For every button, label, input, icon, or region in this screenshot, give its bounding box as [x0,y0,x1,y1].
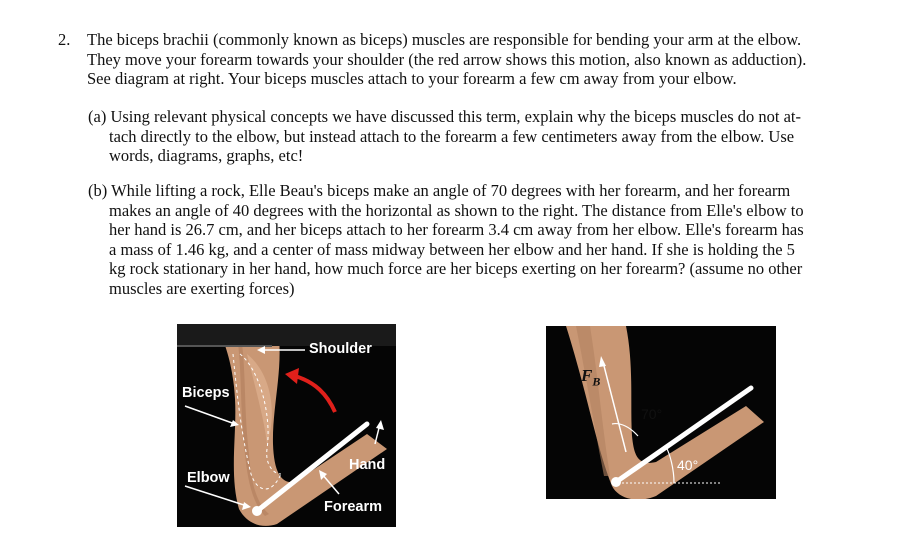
part-a-text [88,107,801,166]
arm-anatomy-figure [177,324,396,527]
rotation-arrowhead [285,368,299,384]
question-number: 2. [58,30,71,49]
hand-label: Hand [349,457,386,473]
part-b-text [88,181,804,298]
biceps-label: Biceps [182,385,230,401]
part-b-line: a mass of 1.46 kg, and a center of mass midway between her elbow and her hand. If she is holding the 5 [109,239,795,259]
part-a-line: (a) Using relevant physical concepts we have discussed this term, explain why the biceps muscles do not at- [88,107,801,126]
part-b-line: kg rock stationary in her hand, how much force are her biceps exerting on her forearm? (assume no other [109,259,803,278]
part-a-line: words, diagrams, graphs, etc! [109,146,304,165]
part-b-line: muscles are exerting forces) [109,278,295,298]
elbow-label: Elbow [187,470,230,486]
part-b-line: (b) While lifting a rock, Elle Beau's biceps make an angle of 70 degrees with her forearm, and her forearm [88,181,791,200]
part-b-line: makes an angle of 40 degrees with the horizontal as shown to the right. The distance from Elle's elbow to [109,200,804,220]
force-diagram-figure [546,326,776,499]
biceps-angle-label: 70° [641,406,663,422]
shoulder-label: Shoulder [309,341,372,357]
force-symbol: F [581,366,593,385]
forearm-label: Forearm [324,499,383,515]
horizontal-angle-label: 40° [677,457,699,473]
elbow-dot [611,477,621,487]
intro-line: The biceps brachii (commonly known as biceps) muscles are responsible for bending your arm at the elbow. [87,30,802,49]
elbow-dot [252,506,262,516]
part-b-line: her hand is 26.7 cm, and her biceps attach to her forearm 3.4 cm away from her elbow. Elle's forearm has [109,220,804,239]
part-a-line: tach directly to the elbow, but instead attach to the forearm a few centimeters away from the elbow. Use [109,126,795,146]
intro-line: See diagram at right. Your biceps muscles attach to your forearm a few cm away from your elbow. [87,69,737,88]
force-label [581,366,600,389]
question-intro [87,30,806,89]
intro-line: They move your forearm towards your shoulder (the red arrow shows this motion, also known as adduction). [87,49,807,69]
force-subscript: B [592,374,601,389]
rotation-arrow-path [295,376,335,412]
